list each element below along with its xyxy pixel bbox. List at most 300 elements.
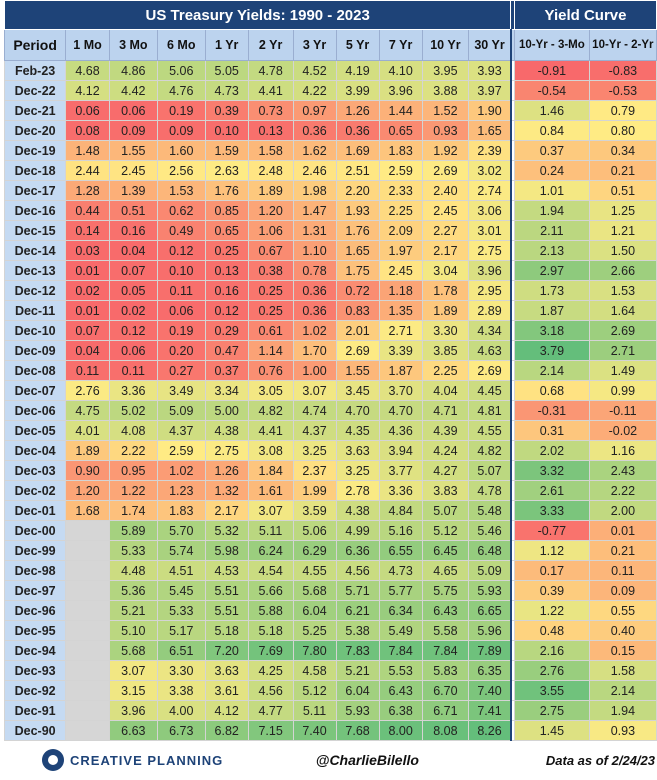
yield-cell: 0.85 [205,201,248,221]
column-header: 3 Mo [109,30,157,61]
curve-cell: 0.21 [589,161,656,181]
yield-cell: 1.55 [109,141,157,161]
yield-cell: 0.72 [336,281,379,301]
yield-cell: 3.94 [379,441,422,461]
yield-cell: 2.45 [422,201,468,221]
yield-cell: 5.96 [469,621,511,641]
period-cell: Dec-06 [5,401,66,421]
yield-cell: 5.25 [293,621,336,641]
yield-cell: 0.19 [157,101,205,121]
yield-cell: 0.05 [109,281,157,301]
yield-cell: 4.25 [248,661,293,681]
yield-cell: 2.48 [248,161,293,181]
yield-cell: 3.07 [293,381,336,401]
yield-cell: 0.36 [293,301,336,321]
yield-cell: 0.06 [66,101,110,121]
yield-cell: 0.16 [205,281,248,301]
yield-cell: 2.59 [379,161,422,181]
yield-cell: 0.73 [248,101,293,121]
yield-cell: 5.68 [109,641,157,661]
curve-cell: 1.25 [589,201,656,221]
yield-cell: 0.12 [109,321,157,341]
yield-cell: 4.74 [293,401,336,421]
logo-mark-icon [42,749,64,771]
table-row [5,201,657,221]
curve-cell: 1.01 [515,181,590,201]
yield-cell: 4.81 [469,401,511,421]
curve-cell: 0.93 [589,721,656,741]
yield-cell: 4.00 [157,701,205,721]
yield-cell: 5.11 [248,521,293,541]
period-cell: Dec-92 [5,681,66,701]
yield-cell: 3.96 [379,81,422,101]
yield-cell: 1.52 [422,101,468,121]
yield-cell: 4.01 [66,421,110,441]
curve-cell: 3.33 [515,501,590,521]
yield-cell: 4.70 [379,401,422,421]
table-row [5,161,657,181]
period-cell: Dec-19 [5,141,66,161]
curve-cell: 0.68 [515,381,590,401]
yield-cell: 2.33 [379,181,422,201]
curve-cell: 2.11 [515,221,590,241]
yield-cell: 5.70 [157,521,205,541]
yield-cell: 6.38 [379,701,422,721]
table-row [5,521,657,541]
yield-cell: 0.11 [157,281,205,301]
yield-cell: 0.38 [248,261,293,281]
curve-cell: 0.21 [589,541,656,561]
curve-cell: 1.58 [589,661,656,681]
curve-cell: 2.97 [515,261,590,281]
curve-cell: 1.50 [589,241,656,261]
column-header-row [5,30,657,61]
yield-cell: 2.76 [66,381,110,401]
yield-cell: 1.59 [205,141,248,161]
curve-cell: 1.46 [515,101,590,121]
yield-cell: 3.45 [336,381,379,401]
table-row [5,221,657,241]
yield-cell: 5.09 [157,401,205,421]
yield-cell: 1.23 [157,481,205,501]
yield-cell: 0.97 [293,101,336,121]
yield-cell: 4.84 [379,501,422,521]
yield-cell: 7.69 [248,641,293,661]
table-row [5,461,657,481]
yield-cell: 2.74 [469,181,511,201]
yield-cell: 8.26 [469,721,511,741]
yield-cell: 3.06 [469,201,511,221]
table-row [5,401,657,421]
yield-cell: 4.51 [157,561,205,581]
yield-cell: 5.48 [469,501,511,521]
column-header: 30 Yr [469,30,511,61]
yield-cell: 2.01 [336,321,379,341]
curve-cell: 1.12 [515,541,590,561]
yield-cell: 4.04 [422,381,468,401]
yield-cell: 5.71 [336,581,379,601]
curve-cell: -0.53 [589,81,656,101]
yield-cell: 2.17 [422,241,468,261]
yield-cell: 1.02 [293,321,336,341]
curve-cell: 1.16 [589,441,656,461]
curve-cell: 3.32 [515,461,590,481]
yield-cell: 6.34 [379,601,422,621]
yield-cell: 1.26 [336,101,379,121]
curve-column-header: 10-Yr - 3-Mo [515,30,590,61]
yield-cell: 5.93 [336,701,379,721]
curve-cell: -0.02 [589,421,656,441]
yield-cell: 0.65 [379,121,422,141]
yield-cell: 1.83 [379,141,422,161]
curve-cell: 0.31 [515,421,590,441]
yield-cell: 3.05 [248,381,293,401]
yield-cell: 3.08 [248,441,293,461]
yield-cell: 5.12 [293,681,336,701]
table-row [5,701,657,721]
yield-cell: 1.48 [66,141,110,161]
yield-cell: 2.56 [157,161,205,181]
table-row [5,241,657,261]
yield-cell: 0.36 [293,121,336,141]
yield-cell: 1.58 [248,141,293,161]
period-cell: Dec-03 [5,461,66,481]
period-cell: Dec-10 [5,321,66,341]
table-row [5,681,657,701]
yield-cell: 3.02 [469,161,511,181]
yield-cell: 1.99 [293,481,336,501]
yield-cell: 5.18 [205,621,248,641]
yield-cell: 1.89 [422,301,468,321]
yield-cell: 2.22 [109,441,157,461]
yield-cell: 2.45 [379,261,422,281]
yield-cell: 3.30 [422,321,468,341]
yield-cell: 0.02 [66,281,110,301]
period-cell: Dec-11 [5,301,66,321]
yield-cell: 0.36 [336,121,379,141]
yield-cell: 5.21 [109,601,157,621]
table-row [5,661,657,681]
curve-cell: 0.11 [589,561,656,581]
yield-cell: 4.53 [205,561,248,581]
yield-cell: 6.29 [293,541,336,561]
yield-cell: 1.87 [379,361,422,381]
table-row [5,341,657,361]
empty-cell [66,641,110,661]
yield-cell: 4.08 [109,421,157,441]
yield-cell: 5.00 [205,401,248,421]
yield-cell: 0.08 [66,121,110,141]
table-row [5,381,657,401]
yield-cell: 5.49 [379,621,422,641]
period-cell: Dec-12 [5,281,66,301]
yield-cell: 4.10 [379,61,422,81]
curve-cell: 3.79 [515,341,590,361]
curve-cell: -0.31 [515,401,590,421]
yield-cell: 3.34 [205,381,248,401]
yield-cell: 0.44 [66,201,110,221]
yield-cell: 5.09 [469,561,511,581]
curve-cell: 1.87 [515,301,590,321]
curve-cell: 0.15 [589,641,656,661]
yield-cell: 4.78 [248,61,293,81]
yield-cell: 5.10 [109,621,157,641]
yield-cell: 6.43 [379,681,422,701]
curve-cell: 0.55 [589,601,656,621]
period-cell: Dec-17 [5,181,66,201]
author-handle: @CharlieBilello [315,752,419,768]
yield-cell: 0.12 [205,301,248,321]
yield-cell: 8.08 [422,721,468,741]
yield-cell: 1.53 [157,181,205,201]
yield-cell: 7.89 [469,641,511,661]
period-cell: Dec-13 [5,261,66,281]
yield-cell: 1.65 [469,121,511,141]
yield-cell: 2.69 [469,361,511,381]
yield-cell: 4.22 [293,81,336,101]
yield-cell: 3.15 [109,681,157,701]
yield-cell: 3.38 [157,681,205,701]
period-cell: Dec-93 [5,661,66,681]
yield-cell: 1.10 [293,241,336,261]
curve-cell: 1.21 [589,221,656,241]
yield-cell: 4.41 [248,81,293,101]
curve-cell: -0.83 [589,61,656,81]
yield-cell: 2.27 [422,221,468,241]
period-cell: Dec-09 [5,341,66,361]
yield-cell: 0.39 [205,101,248,121]
yield-cell: 2.71 [379,321,422,341]
yield-cell: 2.44 [66,161,110,181]
yield-cell: 2.75 [469,241,511,261]
yield-cell: 5.58 [422,621,468,641]
curve-cell: 0.09 [589,581,656,601]
curve-cell: 0.34 [589,141,656,161]
yield-cell: 2.63 [205,161,248,181]
yield-cell: 0.09 [109,121,157,141]
yield-cell: 5.33 [109,541,157,561]
yield-cell: 1.55 [336,361,379,381]
yield-cell: 0.20 [157,341,205,361]
yield-cell: 0.13 [248,121,293,141]
empty-cell [66,621,110,641]
yield-cell: 3.63 [336,441,379,461]
yield-cell: 5.02 [109,401,157,421]
table-row [5,81,657,101]
yield-cell: 1.89 [248,181,293,201]
yield-cell: 1.39 [109,181,157,201]
period-cell: Dec-94 [5,641,66,661]
yield-table [4,0,657,741]
yield-cell: 0.12 [157,241,205,261]
yield-cell: 5.21 [336,661,379,681]
yield-cell: 2.69 [336,341,379,361]
yield-cell: 8.00 [379,721,422,741]
yield-cell: 0.61 [248,321,293,341]
yield-cell: 6.24 [248,541,293,561]
yield-cell: 4.39 [422,421,468,441]
yield-cell: 4.70 [336,401,379,421]
yield-cell: 0.76 [248,361,293,381]
curve-cell: -0.54 [515,81,590,101]
yield-cell: 4.73 [205,81,248,101]
yield-cell: 5.51 [205,581,248,601]
curve-cell: 2.61 [515,481,590,501]
yield-cell: 0.11 [109,361,157,381]
table-row [5,601,657,621]
yield-cell: 4.56 [336,561,379,581]
yield-cell: 7.41 [469,701,511,721]
column-header: 3 Yr [293,30,336,61]
as-of-date: Data as of 2/24/23 [545,752,655,768]
yield-cell: 5.51 [205,601,248,621]
yield-cell: 1.92 [422,141,468,161]
yield-cell: 0.11 [66,361,110,381]
curve-cell: 2.71 [589,341,656,361]
period-cell: Dec-01 [5,501,66,521]
yield-cell: 7.40 [293,721,336,741]
yield-cell: 4.38 [336,501,379,521]
yield-cell: 2.39 [469,141,511,161]
yield-cell: 5.38 [336,621,379,641]
yield-cell: 0.06 [109,101,157,121]
table-row [5,101,657,121]
yield-cell: 4.24 [422,441,468,461]
yield-cell: 3.04 [422,261,468,281]
table-row [5,301,657,321]
curve-cell: 0.99 [589,381,656,401]
period-cell: Dec-00 [5,521,66,541]
column-header: 1 Mo [66,30,110,61]
period-cell: Dec-99 [5,541,66,561]
yield-cell: 5.05 [205,61,248,81]
curve-cell: 1.22 [515,601,590,621]
yield-cell: 5.89 [109,521,157,541]
yield-cell: 4.82 [469,441,511,461]
yield-cell: 0.01 [66,261,110,281]
curve-cell: 0.01 [589,521,656,541]
yield-cell: 2.45 [109,161,157,181]
yield-cell: 4.38 [205,421,248,441]
curve-cell: 3.55 [515,681,590,701]
yield-cell: 4.36 [379,421,422,441]
yield-cell: 6.65 [469,601,511,621]
curve-cell: 2.14 [589,681,656,701]
yield-cell: 4.77 [248,701,293,721]
yield-cell: 5.46 [469,521,511,541]
yield-cell: 4.56 [248,681,293,701]
yield-cell: 3.36 [379,481,422,501]
yield-cell: 6.04 [336,681,379,701]
yield-cell: 5.45 [157,581,205,601]
period-cell: Dec-21 [5,101,66,121]
yield-cell: 0.95 [109,461,157,481]
yield-cell: 1.76 [205,181,248,201]
curve-cell: 0.84 [515,121,590,141]
yield-cell: 3.59 [293,501,336,521]
yield-cell: 6.63 [109,721,157,741]
period-cell: Dec-18 [5,161,66,181]
curve-cell: -0.77 [515,521,590,541]
curve-cell: 2.00 [589,501,656,521]
yield-cell: 4.52 [293,61,336,81]
yield-cell: 3.25 [336,461,379,481]
period-cell: Dec-98 [5,561,66,581]
yield-cell: 6.82 [205,721,248,741]
table-row [5,281,657,301]
yield-cell: 2.40 [422,181,468,201]
yield-cell: 5.17 [157,621,205,641]
yield-cell: 0.65 [205,221,248,241]
yield-cell: 1.62 [293,141,336,161]
yield-cell: 5.06 [157,61,205,81]
yield-cell: 3.07 [248,501,293,521]
curve-cell: 0.79 [589,101,656,121]
yield-cell: 0.19 [157,321,205,341]
curve-cell: 1.53 [589,281,656,301]
period-cell: Dec-14 [5,241,66,261]
yield-cell: 2.20 [336,181,379,201]
yield-cell: 7.80 [293,641,336,661]
yield-cell: 4.73 [379,561,422,581]
yield-cell: 2.59 [157,441,205,461]
yield-cell: 6.48 [469,541,511,561]
curve-cell: 0.80 [589,121,656,141]
title-row [5,1,657,30]
yield-cell: 5.66 [248,581,293,601]
yield-cell: 1.74 [109,501,157,521]
yield-cell: 0.83 [336,301,379,321]
column-header: 6 Mo [157,30,205,61]
curve-cell: 1.64 [589,301,656,321]
yield-cell: 1.20 [66,481,110,501]
table-row [5,261,657,281]
yield-cell: 5.68 [293,581,336,601]
yield-cell: 0.06 [157,301,205,321]
yield-cell: 3.49 [157,381,205,401]
curve-cell: 2.75 [515,701,590,721]
yield-cell: 5.33 [157,601,205,621]
yield-cell: 5.93 [469,581,511,601]
yield-cell: 0.10 [157,261,205,281]
yield-cell: 1.97 [379,241,422,261]
period-header: Period [5,30,66,61]
yield-cell: 1.06 [248,221,293,241]
table-row [5,421,657,441]
period-cell: Dec-05 [5,421,66,441]
yield-cell: 4.78 [469,481,511,501]
yield-cell: 0.10 [205,121,248,141]
yield-cell: 1.90 [469,101,511,121]
yield-cell: 4.63 [469,341,511,361]
yield-cell: 3.63 [205,661,248,681]
yield-cell: 0.51 [109,201,157,221]
yield-cell: 0.07 [66,321,110,341]
yield-cell: 0.14 [66,221,110,241]
table-row [5,441,657,461]
yield-cell: 2.25 [422,361,468,381]
curve-cell: 0.48 [515,621,590,641]
yield-cell: 4.99 [336,521,379,541]
column-header: 1 Yr [205,30,248,61]
yield-cell: 3.39 [379,341,422,361]
yield-cell: 4.35 [336,421,379,441]
yield-cell: 3.88 [422,81,468,101]
curve-cell: -0.91 [515,61,590,81]
curve-cell: -0.11 [589,401,656,421]
period-cell: Dec-02 [5,481,66,501]
yield-cell: 4.34 [469,321,511,341]
